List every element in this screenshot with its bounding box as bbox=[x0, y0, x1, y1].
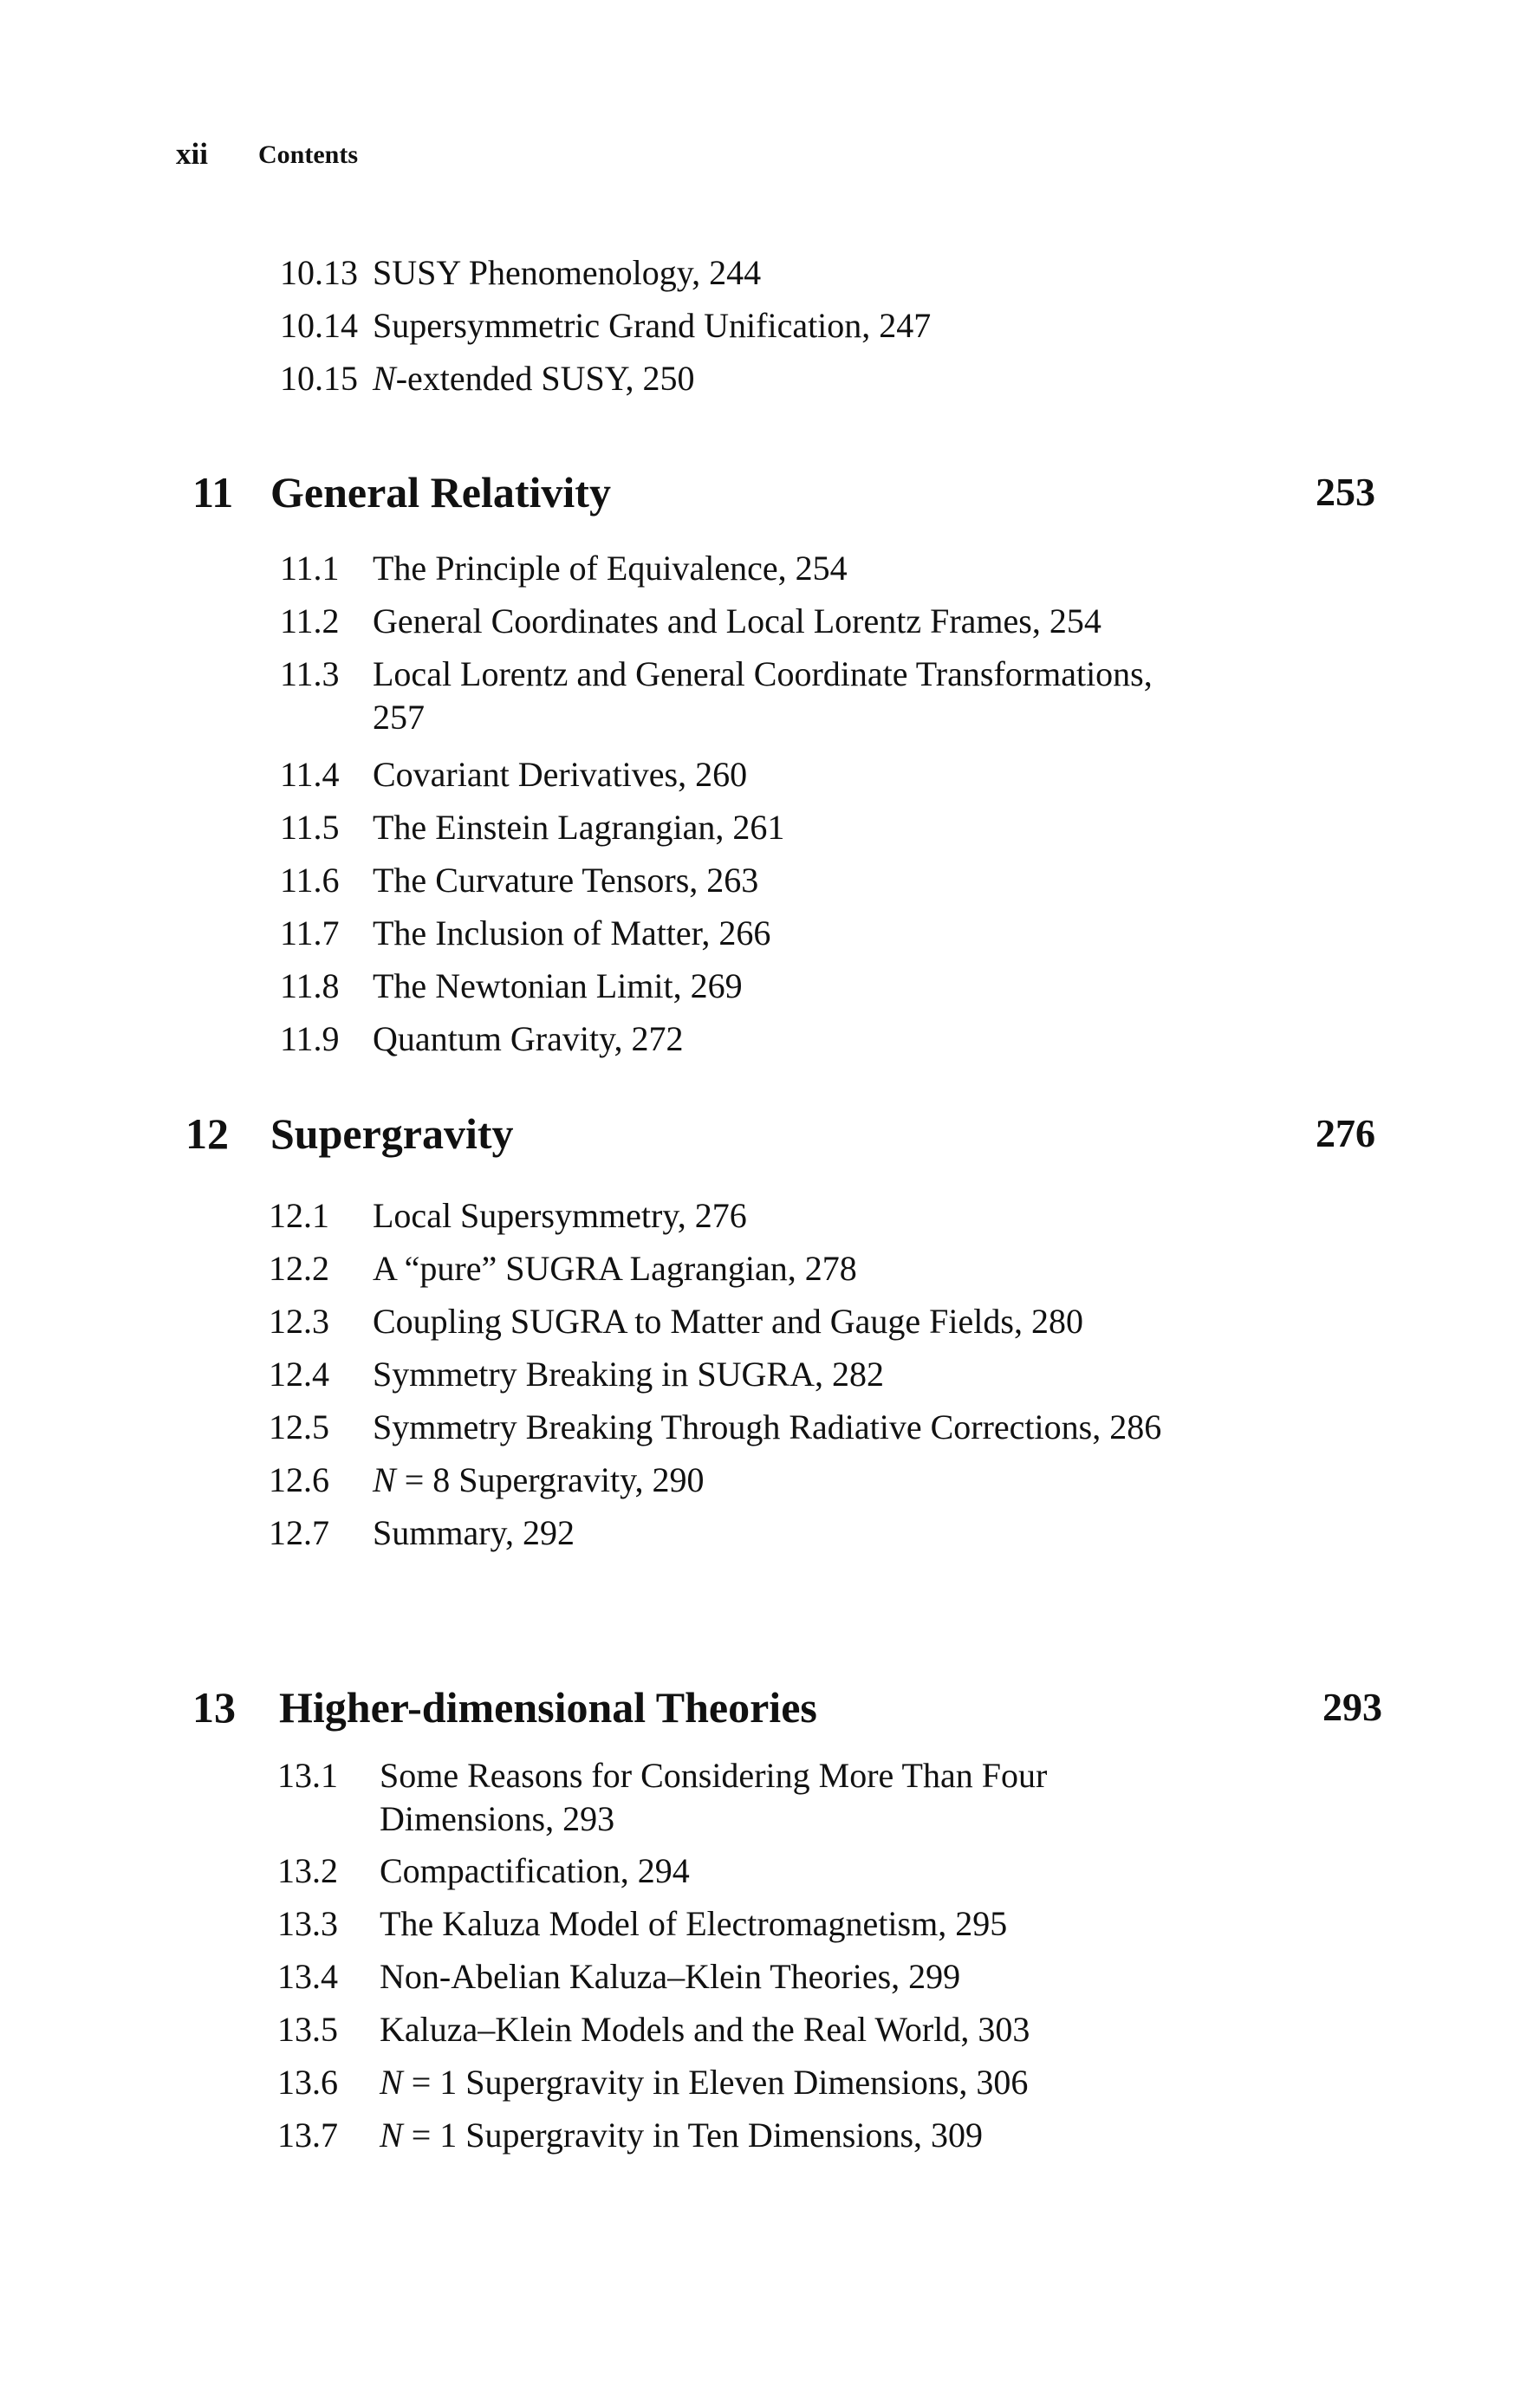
entry-number: 11.6 bbox=[280, 861, 340, 900]
page-number: xii bbox=[176, 137, 208, 171]
entry-title: The Principle of Equivalence, 254 bbox=[373, 549, 848, 588]
entry-title-continued: Dimensions, 293 bbox=[380, 1799, 615, 1838]
entry-number: 11.9 bbox=[280, 1019, 340, 1058]
entry-number: 10.13 bbox=[280, 253, 358, 292]
entry-title: Compactification, 294 bbox=[380, 1851, 690, 1890]
chapter-number: 11 bbox=[192, 468, 234, 517]
entry-title: The Curvature Tensors, 263 bbox=[373, 861, 759, 900]
entry-number: 11.7 bbox=[280, 913, 340, 952]
entry-title: N = 8 Supergravity, 290 bbox=[373, 1460, 705, 1499]
entry-title: A “pure” SUGRA Lagrangian, 278 bbox=[373, 1249, 857, 1288]
entry-title: N = 1 Supergravity in Ten Dimensions, 309 bbox=[380, 2116, 984, 2155]
entry-title: General Coordinates and Local Lorentz Frames, 254 bbox=[373, 601, 1101, 640]
entry-title: Coupling SUGRA to Matter and Gauge Fields, 280 bbox=[373, 1302, 1083, 1341]
entry-title: Quantum Gravity, 272 bbox=[373, 1019, 684, 1058]
entry-title: Symmetry Breaking in SUGRA, 282 bbox=[373, 1355, 884, 1394]
entry-number: 11.5 bbox=[280, 808, 340, 847]
entry-title: Local Lorentz and General Coordinate Transformations, bbox=[373, 654, 1153, 693]
entry-number: 13.6 bbox=[277, 2063, 338, 2102]
entry-title: The Kaluza Model of Electromagnetism, 295 bbox=[380, 1904, 1008, 1943]
math-symbol: N bbox=[373, 1460, 396, 1499]
entry-title: The Newtonian Limit, 269 bbox=[373, 966, 743, 1005]
entry-title: Local Supersymmetry, 276 bbox=[373, 1196, 747, 1235]
entry-title: Some Reasons for Considering More Than Four bbox=[380, 1756, 1048, 1795]
chapter-page-number: 276 bbox=[1316, 1111, 1375, 1155]
entry-number: 12.4 bbox=[269, 1355, 329, 1394]
entry-number: 13.2 bbox=[277, 1851, 338, 1890]
entry-number: 12.3 bbox=[269, 1302, 329, 1341]
entry-number: 12.2 bbox=[269, 1249, 329, 1288]
entry-title: Non-Abelian Kaluza–Klein Theories, 299 bbox=[380, 1957, 961, 1996]
entry-title: Covariant Derivatives, 260 bbox=[373, 755, 748, 794]
chapter-title: Supergravity bbox=[270, 1109, 514, 1158]
entry-title: SUSY Phenomenology, 244 bbox=[373, 253, 762, 292]
entry-number: 12.7 bbox=[269, 1513, 329, 1552]
chapter-title: Higher-dimensional Theories bbox=[279, 1683, 817, 1732]
entry-number: 11.8 bbox=[280, 966, 340, 1005]
entry-title-continued: 257 bbox=[373, 698, 425, 737]
entry-title: Kaluza–Klein Models and the Real World, 303 bbox=[380, 2010, 1030, 2049]
entry-number: 13.4 bbox=[277, 1957, 338, 1996]
entry-number: 13.7 bbox=[277, 2116, 338, 2155]
entry-title: The Inclusion of Matter, 266 bbox=[373, 913, 771, 952]
entry-number: 10.15 bbox=[280, 359, 358, 398]
entry-number: 10.14 bbox=[280, 306, 358, 345]
math-symbol: N bbox=[380, 2116, 403, 2155]
chapter-page-number: 293 bbox=[1322, 1685, 1382, 1729]
entry-title: Supersymmetric Grand Unification, 247 bbox=[373, 306, 932, 345]
entry-title: N-extended SUSY, 250 bbox=[373, 359, 695, 398]
entry-number: 12.5 bbox=[269, 1407, 329, 1446]
entry-number: 13.1 bbox=[277, 1756, 338, 1795]
entry-number: 11.3 bbox=[280, 654, 340, 693]
entry-number: 12.1 bbox=[269, 1196, 329, 1235]
entry-title: Symmetry Breaking Through Radiative Corrections, 286 bbox=[373, 1407, 1162, 1446]
entry-title: The Einstein Lagrangian, 261 bbox=[373, 808, 785, 847]
entry-title: Summary, 292 bbox=[373, 1513, 575, 1552]
entry-number: 13.3 bbox=[277, 1904, 338, 1943]
entry-number: 13.5 bbox=[277, 2010, 338, 2049]
chapter-number: 13 bbox=[192, 1683, 236, 1732]
entry-title: N = 1 Supergravity in Eleven Dimensions, 306 bbox=[380, 2063, 1029, 2102]
math-symbol: N bbox=[373, 359, 396, 398]
entry-number: 12.6 bbox=[269, 1460, 329, 1499]
chapter-page-number: 253 bbox=[1316, 470, 1375, 514]
chapter-title: General Relativity bbox=[270, 468, 611, 517]
chapter-number: 12 bbox=[185, 1109, 229, 1158]
entry-number: 11.1 bbox=[280, 549, 340, 588]
entry-number: 11.4 bbox=[280, 755, 340, 794]
running-title: Contents bbox=[258, 140, 359, 169]
entry-number: 11.2 bbox=[280, 601, 340, 640]
math-symbol: N bbox=[380, 2063, 403, 2102]
